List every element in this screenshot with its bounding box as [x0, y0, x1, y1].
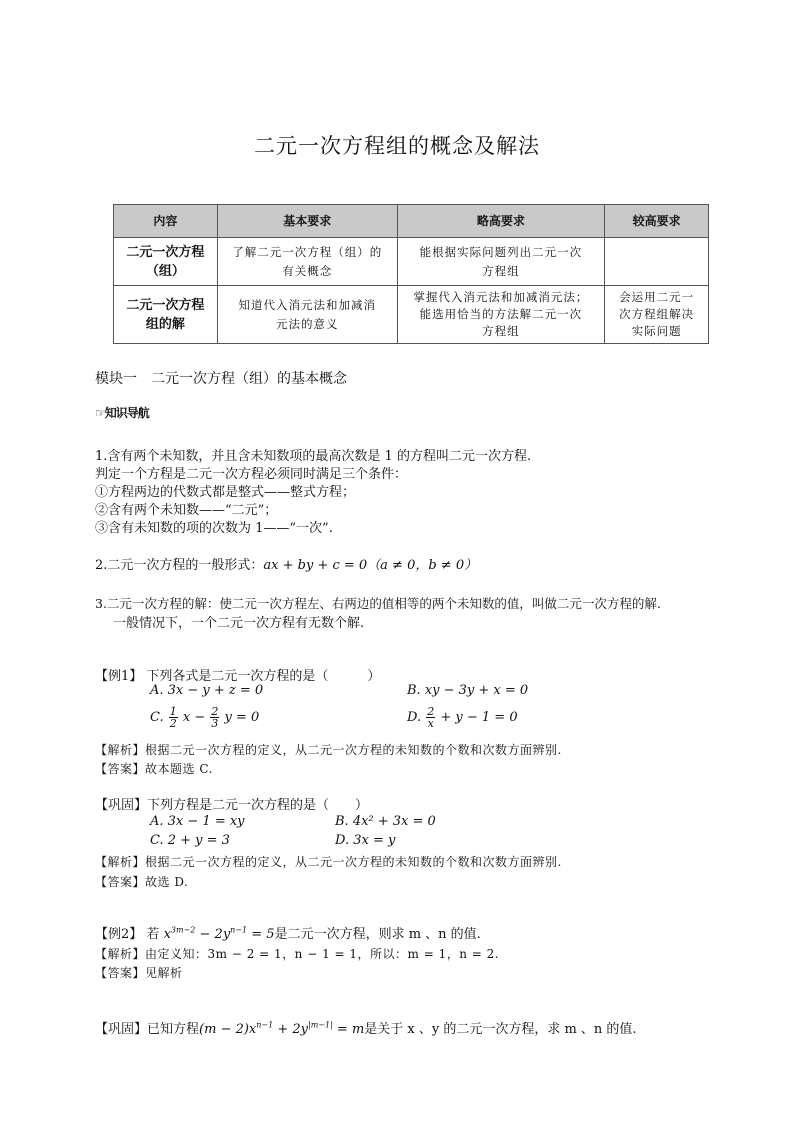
fraction: $\frac{2}{x}$: [427, 705, 435, 730]
module-heading: 模块一 二元一次方程（组）的基本概念: [95, 371, 347, 387]
row-content-cell: 二元一次方程 组的解: [114, 286, 218, 344]
row-higher-cell: 掌握代入消元法和加减消元法； 能选用恰当的方法解二元一次 方程组: [397, 286, 605, 344]
practice-1-option-a: A. 3x − 1 = xy: [150, 814, 245, 829]
row-basic-cell: 知道代入消元法和加减消 元法的意义: [217, 286, 397, 344]
general-form-formula: ax + by + c = 0（a ≠ 0，b ≠ 0）: [263, 558, 478, 573]
example-1-option-a: A. 3x − y + z = 0: [150, 683, 264, 698]
example-2-question: 【例2】 若 $x^{3m-2} - 2y^{n-1} = 5$是二元一次方程，则求 m 、n 的值.: [95, 925, 481, 942]
table-row: [114, 286, 709, 344]
table-header-row: [114, 205, 709, 238]
row-content-cell: 二元一次方程 （组）: [114, 238, 218, 286]
example-1-tag: 【例1】: [95, 669, 143, 684]
point-1: 1.含有两个未知数，并且含未知数项的最高次数是 1 的方程叫二元一次方程.: [95, 449, 532, 464]
practice-1-analysis: 【解析】根据二元一次方程的定义，从二元一次方程的未知数的个数和次数方面辨别.: [95, 855, 562, 869]
row-highest-cell: [605, 238, 709, 286]
header-highest: 较高要求: [605, 205, 709, 238]
condition-3: ③含有未知数的项的次数为 1——“一次”.: [95, 521, 333, 536]
example-1-option-c: C. $\frac{1}{2}$ x − $\frac{2}{3}$ y = 0: [150, 705, 260, 730]
requirements-table: [113, 204, 709, 344]
example-1-option-d: D. $\frac{2}{x}$ + y − 1 = 0: [407, 705, 518, 730]
header-higher: 略高要求: [397, 205, 605, 238]
condition-2: ②含有两个未知数——“二元”；: [95, 503, 278, 518]
practice-1-option-b: B. 4x² + 3x = 0: [335, 814, 436, 829]
fraction: $\frac{1}{2}$: [169, 705, 177, 730]
header-basic: 基本要求: [217, 205, 397, 238]
example-1-answer: 【答案】故本题选 C.: [95, 762, 213, 776]
example-2-answer: 【答案】见解析: [95, 966, 183, 980]
row-higher-cell: 能根据实际问题列出二元一次 方程组: [397, 238, 605, 286]
row-highest-cell: 会运用二元一 次方程组解决 实际问题: [605, 286, 709, 344]
point-2-label: 2.二元一次方程的一般形式：: [95, 558, 264, 573]
practice-1-tag: 【巩固】: [95, 798, 148, 813]
example-1-analysis: 【解析】根据二元一次方程的定义，从二元一次方程的未知数的个数和次数方面辨别.: [95, 743, 562, 757]
example-1-text: 下列各式是二元一次方程的是（ ）: [146, 669, 381, 684]
practice-1-option-d: D. 3x = y: [335, 833, 396, 848]
fraction: $\frac{2}{3}$: [211, 705, 219, 730]
condition-1: ①方程两边的代数式都是整式——整式方程；: [95, 485, 356, 500]
knowledge-navigation-label: ☞知识导航: [95, 406, 149, 420]
row-basic-cell: 了解二元一次方程（组）的 有关概念: [217, 238, 397, 286]
practice-2-formula: $(m - 2)x^{n-1} + 2y^{|m-1|} = m$: [199, 1020, 365, 1037]
header-content: 内容: [114, 205, 218, 238]
practice-1-option-c: C. 2 + y = 3: [150, 833, 230, 848]
example-2-formula: $x^{3m-2} - 2y^{n-1} = 5$: [163, 925, 275, 942]
point-3: 3.二元一次方程的解：使二元一次方程左、右两边的值相等的两个未知数的值，叫做二元一次方程的解.: [95, 596, 661, 611]
example-1-option-b: B. xy − 3y + x = 0: [407, 683, 529, 698]
example-2-tag: 【例2】: [95, 927, 143, 942]
example-1-question: [95, 665, 380, 684]
example-2-analysis: 【解析】由定义知：3m − 2 = 1，n − 1 = 1，所以：m = 1，n = 2.: [95, 947, 500, 961]
practice-1-answer: 【答案】故选 D.: [95, 875, 189, 889]
point-1-sub: 判定一个方程是二元一次方程必须同时满足三个条件：: [95, 467, 408, 482]
practice-1-question: 【巩固】下列方程是二元一次方程的是（ ）: [95, 798, 369, 813]
practice-2-question: 【巩固】已知方程$(m - 2)x^{n-1} + 2y^{|m-1|} = m$是关于 x 、y 的二元一次方程，求 m 、n 的值.: [95, 1020, 637, 1037]
page-title: 二元一次方程组的概念及解法: [254, 134, 540, 158]
point-3-sub: 一般情况下，一个二元一次方程有无数个解.: [113, 616, 365, 631]
practice-2-tag: 【巩固】: [95, 1022, 148, 1037]
table-row: [114, 238, 709, 286]
point-2: [95, 554, 477, 573]
